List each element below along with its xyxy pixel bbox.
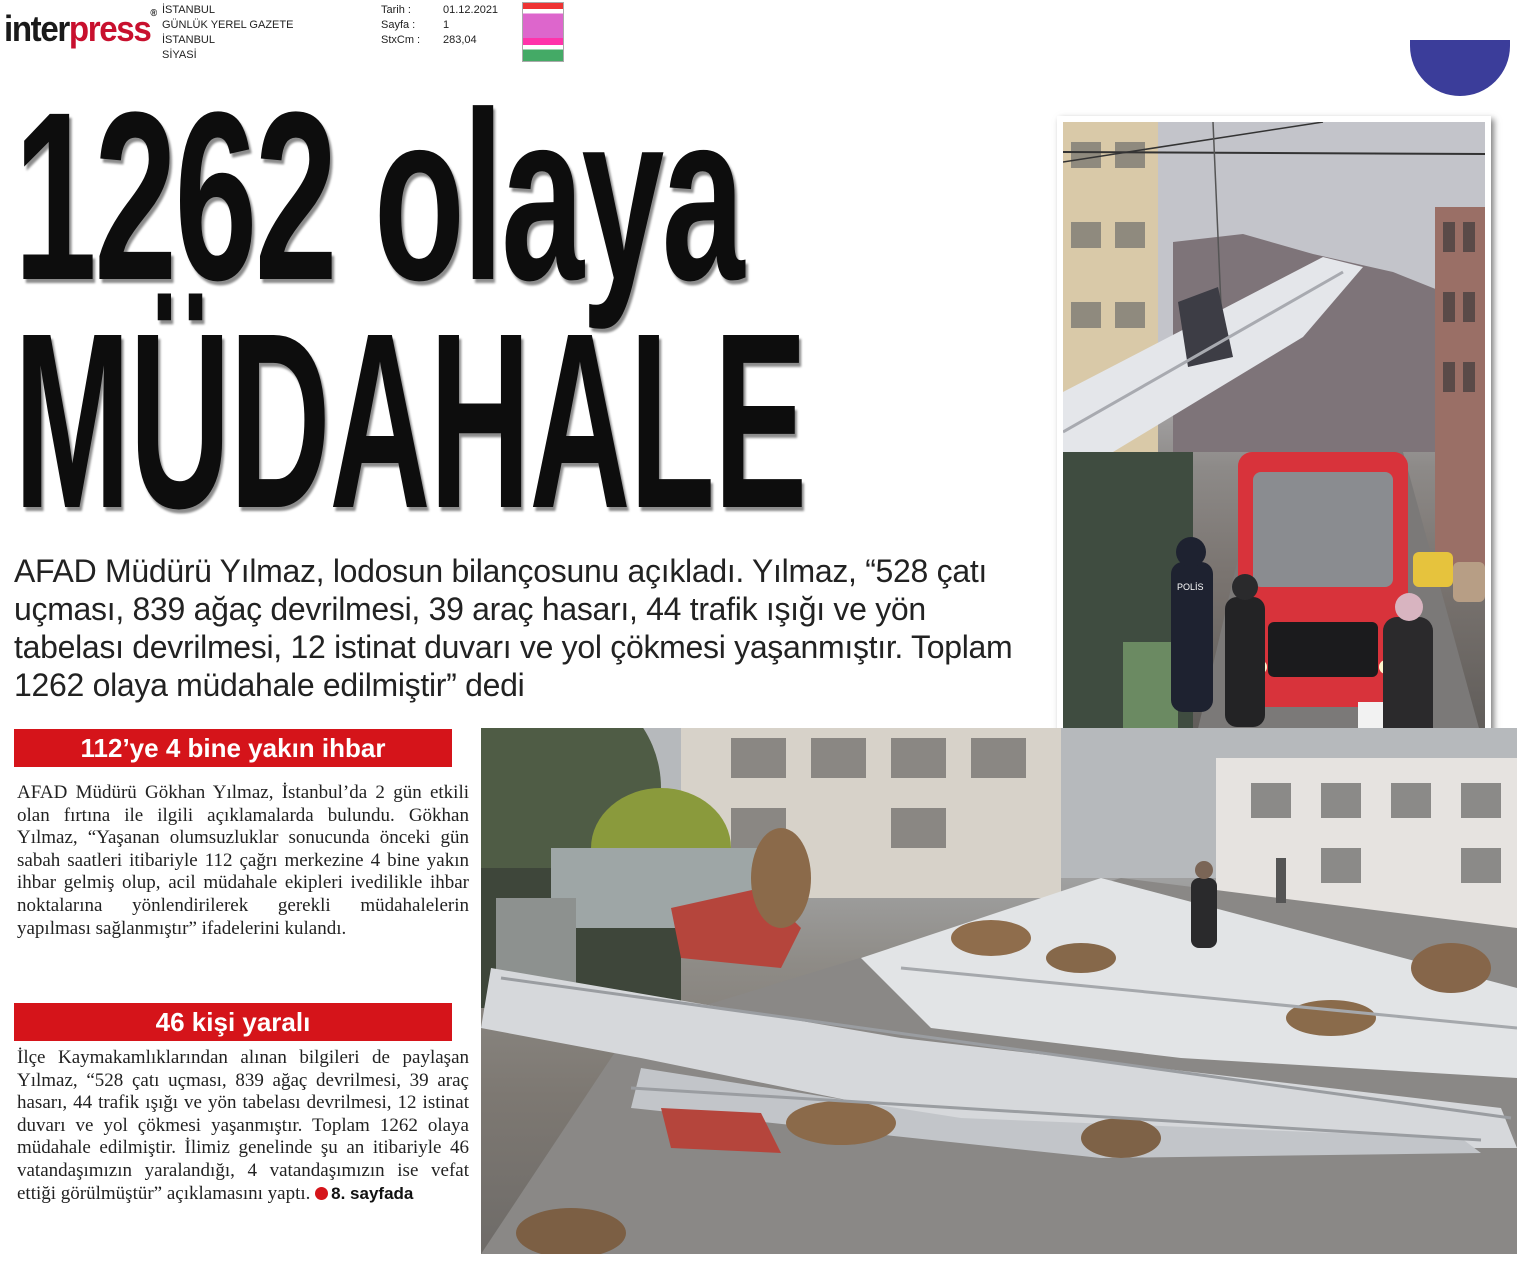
subhead-46-injured: 46 kişi yaralı — [14, 1003, 452, 1041]
photo-tram-fallen-roof — [1057, 116, 1491, 756]
region-label: İSTANBUL — [162, 34, 215, 46]
category-label: SİYASİ — [162, 49, 197, 61]
page-label: Sayfa : — [381, 19, 416, 31]
publication-info — [162, 3, 293, 63]
corner-decoration — [1410, 40, 1510, 96]
page-thumbnail[interactable] — [522, 2, 564, 62]
stxcm-label: StxCm : — [381, 34, 421, 46]
publication-type-label: GÜNLÜK YEREL GAZETE — [162, 19, 294, 31]
date-value: 01.12.2021 — [443, 4, 499, 16]
clipping-header — [0, 0, 1532, 70]
continued-on-page[interactable] — [315, 1184, 413, 1203]
section1-body: AFAD Müdürü Gökhan Yılmaz, İstanbul’da 2 gün etkili olan fırtına ile ilgili açıklamalarda bulundu. Gökhan Yılmaz, “Yaşanan olumsuzluklar sonucunda önceki gün sabah saatleri itibariyle 112 çağrı merkezine 4 bine yakın ihbar gelmiş olup, acil müdahale ekipleri ivedilikle ihbar noktalarına yönlendirilerek gerekli müdahalelerin yapılması sağlanmıştır” ifadelerini kulandı. — [17, 782, 469, 939]
page-value: 1 — [443, 19, 450, 31]
section2-body: İlçe Kaymakamlıklarından alınan bilgileri de paylaşan Yılmaz, “528 çatı uçması, 839 ağaç devrilmesi, 39 araç hasarı, 44 trafik ışığı ve yön tabelası devrilmesi, 12 istinat duvarı ve yol çökmesi yaşanmıştır. Toplam 1262 olaya müdahale edilmiştir. İlimiz genelinde şu an itibariyle 46 vatandaşımızın yaralandığı, 4 vatandaşımızın ise vefat ettiği görülmüştür” açıklamasını yaptı. — [17, 1047, 469, 1204]
continued-label: 8. sayfada — [331, 1183, 414, 1203]
headline-line-2: MÜDAHALE — [14, 281, 807, 560]
subhead-112-reports: 112’ye 4 bine yakın ihbar — [14, 729, 452, 767]
red-bullet-icon — [315, 1187, 328, 1200]
headline-line-1: 1262 olaya — [14, 62, 743, 330]
police-vest-label: POLİS — [1177, 582, 1204, 592]
logo-text-accent: press — [68, 8, 151, 49]
article-deck: AFAD Müdürü Yılmaz, lodosun bilançosunu açıkladı. Yılmaz, “528 çatı uçması, 839 ağaç devrilmesi, 39 araç hasarı, 44 trafik ışığı ve yön tabelası devrilmesi, 12 istinat duvarı ve yol çökmesi yaşanmıştır. Toplam 1262 olaya müdahale edilmiştir” dedi — [14, 553, 1013, 703]
interpress-logo — [4, 8, 156, 50]
city-label: İSTANBUL — [162, 4, 215, 16]
date-label: Tarih : — [381, 4, 411, 16]
section2-body-wrap — [17, 1047, 469, 1205]
clip-meta — [381, 3, 498, 48]
photo-roof-debris-street — [481, 728, 1517, 1254]
stxcm-value: 283,04 — [443, 34, 477, 46]
logo-registered-mark: ® — [150, 8, 156, 19]
logo-text-main: inter — [4, 8, 69, 49]
